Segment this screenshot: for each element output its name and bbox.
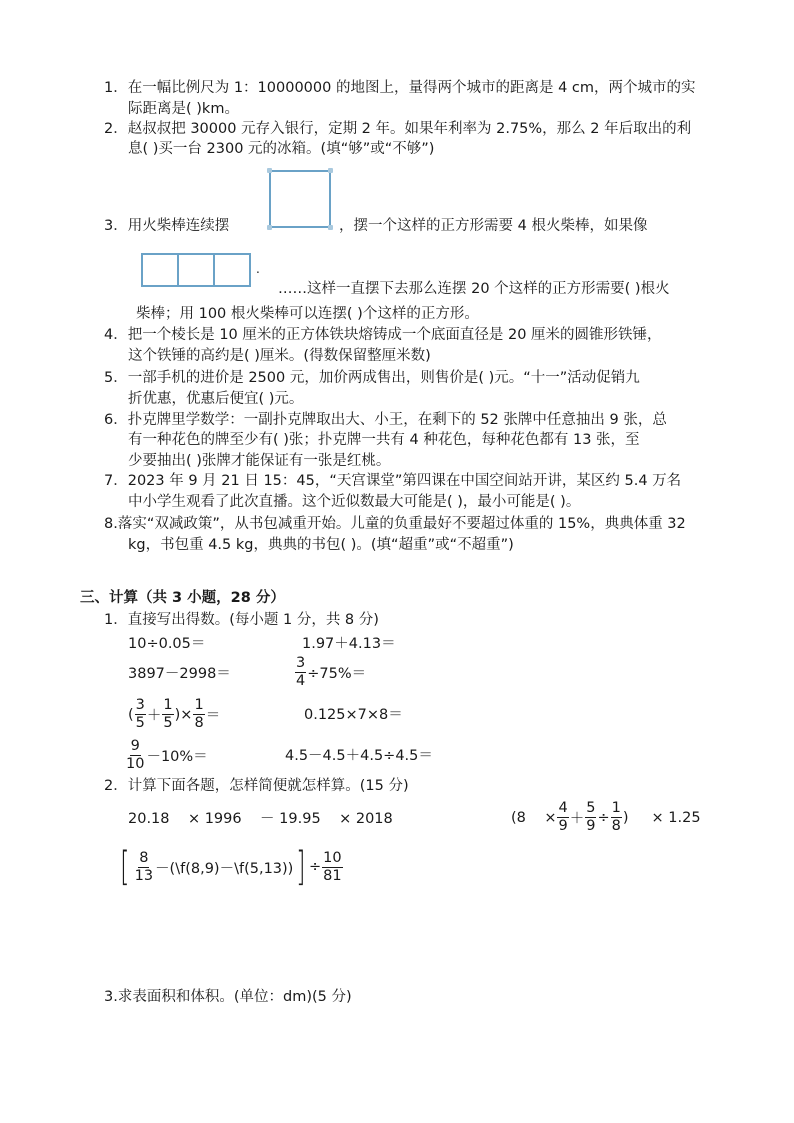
- q8-line1: 8.落实“双减政策”，从书包减重开始。儿童的负重最好不要超过体重的 15%，典典体重 32: [104, 516, 686, 532]
- calc2-b-close: ) × 1.25: [622, 809, 701, 826]
- q3-dot: .: [256, 262, 260, 276]
- calc1-g-fraction: [125, 738, 145, 773]
- calc2-a: 20.18 × 1996 － 19.95 × 2018: [128, 811, 393, 827]
- q4-line1: 4．把一个棱长是 10 厘米的正方体铁块熔铸成一个底面直径是 20 厘米的圆锥形铁锤，: [104, 327, 662, 343]
- calc1-e-num1: 3: [135, 697, 145, 713]
- q6-line2: 有一种花色的牌至少有( )张；扑克牌一共有 4 种花色，每种花色都有 13 张，至: [128, 432, 640, 448]
- calc2-b-divide: ÷: [597, 809, 610, 826]
- calc1-e-num3: 1: [194, 697, 204, 713]
- q2-line1: 2．赵叔叔把 30000 元存入银行，定期 2 年。如果年利率为 2.75%，那么 2 年后取出的利: [104, 121, 692, 137]
- calc1-d: [294, 655, 366, 690]
- q7-line1: 7．2023 年 9 月 21 日 15：45，“天宫课堂”第四课在中国空间站开讲，某区约 5.4 万名: [104, 473, 682, 489]
- calc1-g: [124, 738, 208, 773]
- calc1-h: 4.5－4.5＋4.5÷4.5＝: [285, 748, 433, 764]
- calc1-e-den2: 5: [163, 715, 173, 731]
- matchstick-square-1: [141, 253, 179, 287]
- calc1-e-fraction2: [162, 697, 173, 732]
- calc1-g-denominator: 10: [126, 756, 145, 772]
- q4-line2: 这个铁锤的高约是( )厘米。(得数保留整厘米数): [128, 348, 431, 364]
- q6-line3: 少要抽出( )张牌才能保证有一张是红桃。: [128, 453, 391, 469]
- calc1-title: 1．直接写出得数。(每小题 1 分，共 8 分): [104, 612, 379, 628]
- calc2-c-num1: 8: [139, 849, 149, 866]
- calc1-e-close: )×: [174, 706, 193, 723]
- q6-line1: 6．扑克牌里学数学：一副扑克牌取出大、小王，在剩下的 52 张牌中任意抽出 9 张，总: [104, 412, 667, 428]
- calc2-c-fraction2: [322, 850, 342, 885]
- q1-line1: 1．在一幅比例尺为 1：10000000 的地图上，量得两个城市的距离是 4 cm，两个城市的实: [104, 80, 696, 96]
- calc1-e-fraction3: [193, 697, 204, 732]
- calc1-e-equals: ＝: [205, 708, 221, 724]
- calc1-e-fraction1: [135, 697, 146, 732]
- calc1-f: 0.125×7×8＝: [304, 707, 403, 723]
- q2-line2: 息( )买一台 2300 元的冰箱。(填“够”或“不够”): [128, 141, 435, 157]
- calc2-c-den1: 13: [134, 867, 154, 884]
- calc2-c-fraction1: [134, 850, 154, 885]
- q5-line2: 折优惠，优惠后便宜( )元。: [128, 391, 304, 407]
- calc2-title: 2．计算下面各题，怎样简便就怎样算。(15 分): [104, 778, 409, 794]
- calc1-e-den1: 5: [135, 715, 145, 731]
- q3-line1b: ，摆一个这样的正方形需要 4 根火柴棒，如果像: [339, 218, 648, 234]
- calc1-b: 1.97＋4.13＝: [302, 636, 396, 652]
- section-title: 三、计算（共 3 小题，28 分）: [80, 590, 285, 606]
- calc3-title: 3.求表面积和体积。(单位：dm)(5 分): [104, 989, 352, 1005]
- calc2-b-num3: 1: [611, 800, 621, 816]
- calc2-b-num2: 5: [586, 800, 596, 816]
- calc2-b-plus: ＋: [569, 811, 585, 827]
- calc2-b-open: (8 ×: [511, 809, 557, 826]
- calc2-b: [511, 800, 701, 835]
- calc2-c-right-bracket: ]: [296, 844, 306, 890]
- calc2-b-den3: 8: [611, 818, 621, 834]
- calc2-c-middle: －(\f(8,9)－\f(5,13)): [155, 860, 294, 877]
- calc2-c-num2: 10: [323, 849, 342, 866]
- calc2-c-left-bracket: [: [120, 844, 130, 890]
- q3-line1a: 3．用火柴棒连续摆: [104, 218, 230, 234]
- calc1-g-rest: －10%＝: [146, 749, 208, 765]
- calc2-c-den2: 81: [323, 867, 342, 884]
- calc1-d-numerator: 3: [296, 655, 306, 671]
- calc2-b-den2: 9: [586, 818, 596, 834]
- q1-line2: 际距离是( )km。: [128, 101, 239, 117]
- calc2-b-num1: 4: [558, 800, 568, 816]
- calc1-e-plus: ＋: [146, 708, 162, 724]
- calc1-g-numerator: 9: [130, 738, 140, 754]
- calc1-e-num2: 1: [163, 697, 173, 713]
- calc2-b-fraction1: [557, 800, 568, 835]
- calc1-e-den3: 8: [194, 715, 204, 731]
- matchstick-square-figure: [269, 170, 331, 228]
- q3-line2: ……这样一直摆下去那么连摆 20 个这样的正方形需要( )根火: [278, 281, 670, 297]
- q3-line3: 柴棒；用 100 根火柴棒可以连摆( )个这样的正方形。: [136, 306, 479, 322]
- calc1-a: 10÷0.05＝: [128, 636, 206, 652]
- calc1-d-rest: ÷75%＝: [307, 666, 367, 682]
- q8-line2: kg，书包重 4.5 kg，典典的书包( )。(填“超重”或“不超重”): [128, 537, 514, 553]
- calc1-c: 3897－2998＝: [128, 666, 231, 682]
- calc1-e: [128, 697, 220, 732]
- matchstick-square-2: [177, 253, 215, 287]
- calc2-c: [117, 844, 344, 890]
- calc1-e-open: (: [128, 706, 134, 723]
- q7-line2: 中小学生观看了此次直播。这个近似数最大可能是( )，最小可能是( )。: [128, 494, 581, 510]
- calc1-d-denominator: 4: [296, 673, 306, 689]
- calc2-c-divide: ÷: [308, 859, 322, 875]
- calc2-b-fraction3: [611, 800, 622, 835]
- calc1-d-fraction: [295, 655, 306, 690]
- calc2-b-den1: 9: [558, 818, 568, 834]
- calc2-b-fraction2: [585, 800, 596, 835]
- q5-line1: 5．一部手机的进价是 2500 元，加价两成售出，则售价是( )元。“十一”活动促销九: [104, 370, 640, 386]
- matchstick-square-3: [213, 253, 251, 287]
